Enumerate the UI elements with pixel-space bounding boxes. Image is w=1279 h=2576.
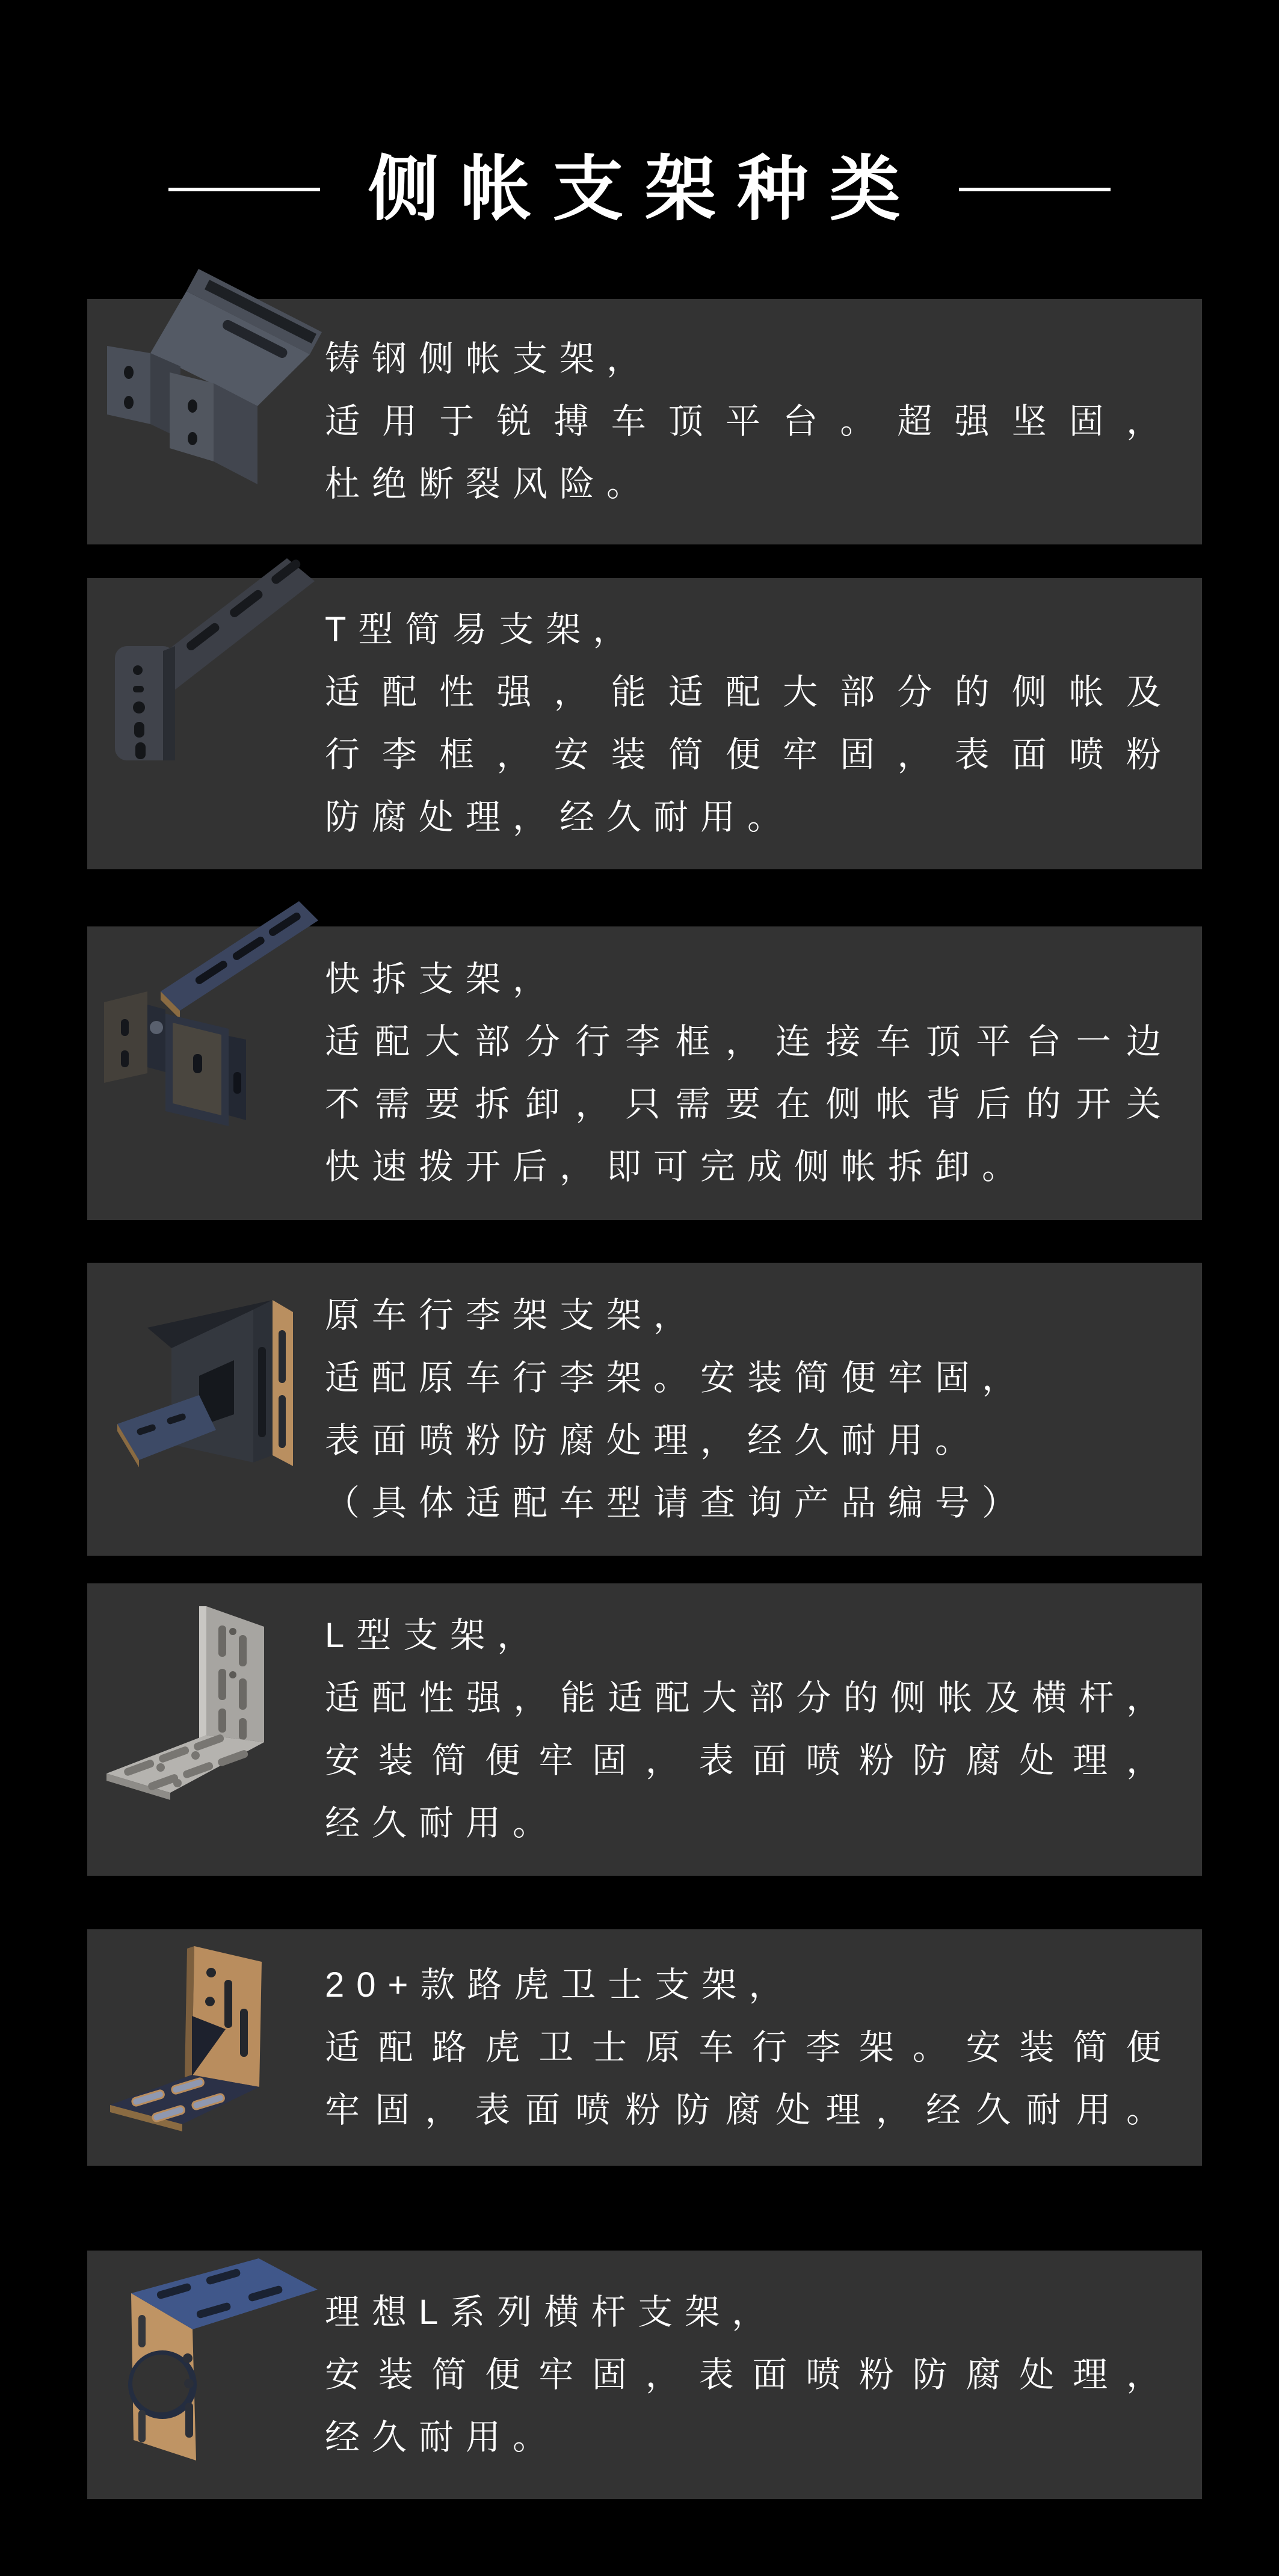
description-line: 行李框，安装简便牢固，表面喷粉	[325, 735, 1173, 774]
description-line: 表面喷粉防腐处理，经久耐用。	[325, 1420, 982, 1460]
description-line: 快速拨开后，即可完成侧帐拆卸。	[325, 1147, 1029, 1186]
product-section-lixiang	[87, 2251, 1202, 2499]
quick-release-bracket-image	[75, 890, 340, 1167]
cast-steel-bracket-image	[78, 263, 337, 504]
product-name-line: 理想L系列横杆支架，	[325, 2292, 779, 2332]
description-line: 安装简便牢固，表面喷粉防腐处理，	[325, 1741, 1173, 1780]
description-line: 适配性强，能适配大部分的侧帐及横杆，	[325, 1678, 1173, 1718]
title-dash-right	[959, 188, 1111, 191]
product-section-t-type	[87, 578, 1202, 869]
description-line: 防腐处理，经久耐用。	[325, 798, 795, 837]
product-description	[325, 299, 1173, 544]
description-line: 牢固，表面喷粉防腐处理，经久耐用。	[325, 2090, 1173, 2130]
product-name-line: L型支架，	[325, 1616, 544, 1655]
description-line: 经久耐用。	[325, 1804, 560, 1843]
product-name-line: 20+款路虎卫士支架，	[325, 1965, 796, 2004]
description-line: （具体适配车型请查询产品编号）	[325, 1483, 1029, 1523]
description-line: 适配原车行李架。安装简便牢固，	[325, 1358, 1029, 1397]
product-description	[325, 2251, 1173, 2499]
product-description	[325, 1583, 1173, 1876]
product-description	[325, 578, 1173, 869]
product-name-line: T型简易支架，	[325, 610, 640, 649]
title-dash-left	[168, 188, 320, 191]
defender-bracket-image	[81, 1924, 334, 2165]
product-name-line: 原车行李架支架，	[325, 1295, 701, 1335]
product-name-line: 铸钢侧帐支架，	[325, 339, 654, 378]
description-line: 适配性强，能适配大部分的侧帐及	[325, 673, 1173, 712]
description-line: 安装简便牢固，表面喷粉防腐处理，	[325, 2355, 1173, 2394]
product-section-oem-rack	[87, 1263, 1202, 1556]
product-section-quick-release	[87, 926, 1202, 1220]
description-line: 不需要拆卸，只需要在侧帐背后的开关	[325, 1085, 1173, 1124]
product-description	[325, 1263, 1173, 1556]
product-description	[325, 926, 1173, 1220]
product-section-defender	[87, 1929, 1202, 2166]
page-header	[0, 140, 1279, 239]
description-line: 适配大部分行李框，连接车顶平台一边	[325, 1022, 1173, 1061]
oem-rack-bracket-image	[81, 1275, 334, 1527]
product-name-line: 快拆支架，	[325, 960, 560, 999]
product-section-l-type	[87, 1583, 1202, 1876]
product-section-cast-steel	[87, 299, 1202, 544]
page-title: 侧帐支架种类	[368, 149, 922, 229]
description-line: 适配路虎卫士原车行李架。安装简便	[325, 2027, 1173, 2067]
description-line: 经久耐用。	[325, 2417, 560, 2457]
lixiang-bracket-image	[78, 2229, 337, 2488]
description-line: 适用于锐搏车顶平台。超强坚固，	[325, 402, 1173, 441]
description-line: 杜绝断裂风险。	[325, 464, 654, 504]
product-description	[325, 1929, 1173, 2166]
l-type-bracket-image	[81, 1589, 334, 1842]
t-type-bracket-image	[75, 533, 334, 792]
